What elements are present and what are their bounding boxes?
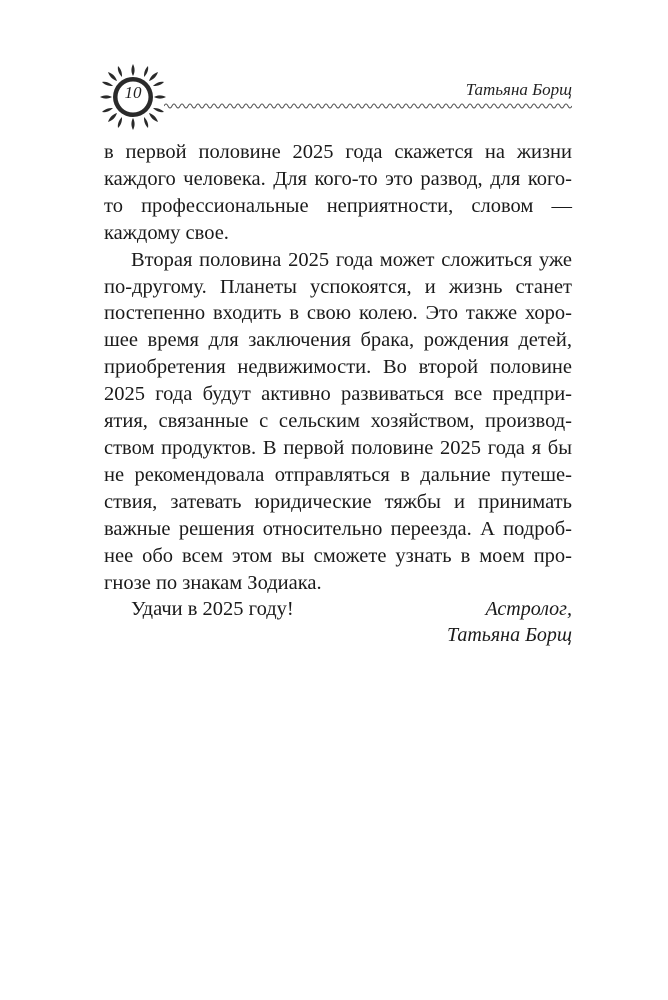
- running-head: Татьяна Борщ: [465, 80, 572, 99]
- signature-name: Татьяна Борщ: [446, 624, 572, 646]
- wavy-rule: [164, 100, 572, 112]
- paragraph: Удачи в 2025 году!: [131, 598, 294, 621]
- page-number: 10: [124, 83, 142, 102]
- signature-role: Астролог,: [485, 598, 572, 620]
- body-text: [104, 139, 572, 623]
- paragraph: Вторая половина 2025 года может сложиться уже по-другому. Планеты успокоятся, и жизнь станет постепенно входить в свою колею. Это также хорошее время для заключения брака, рождения детей, приобретения недвижимости. Во второй половине 2025 года будут активно развиваться все предприятия, связанные с сельским хозяйством, производством продуктов. В первой половине 2025 года я бы не рекомендовала отправляться в дальние путешествия, затевать юридические тяжбы и принимать важные решения относительно переезда. А подробнее обо всем этом вы сможете узнать в моем прогнозе по знакам Зодиака.: [104, 248, 572, 594]
- signature: [447, 596, 572, 648]
- page-header: [98, 62, 572, 132]
- paragraph: в первой половине 2025 года скажется на жизни каждого человека. Для кого-то это развод, для кого-то профессиональные неприятности, словом — каждому свое.: [104, 141, 572, 244]
